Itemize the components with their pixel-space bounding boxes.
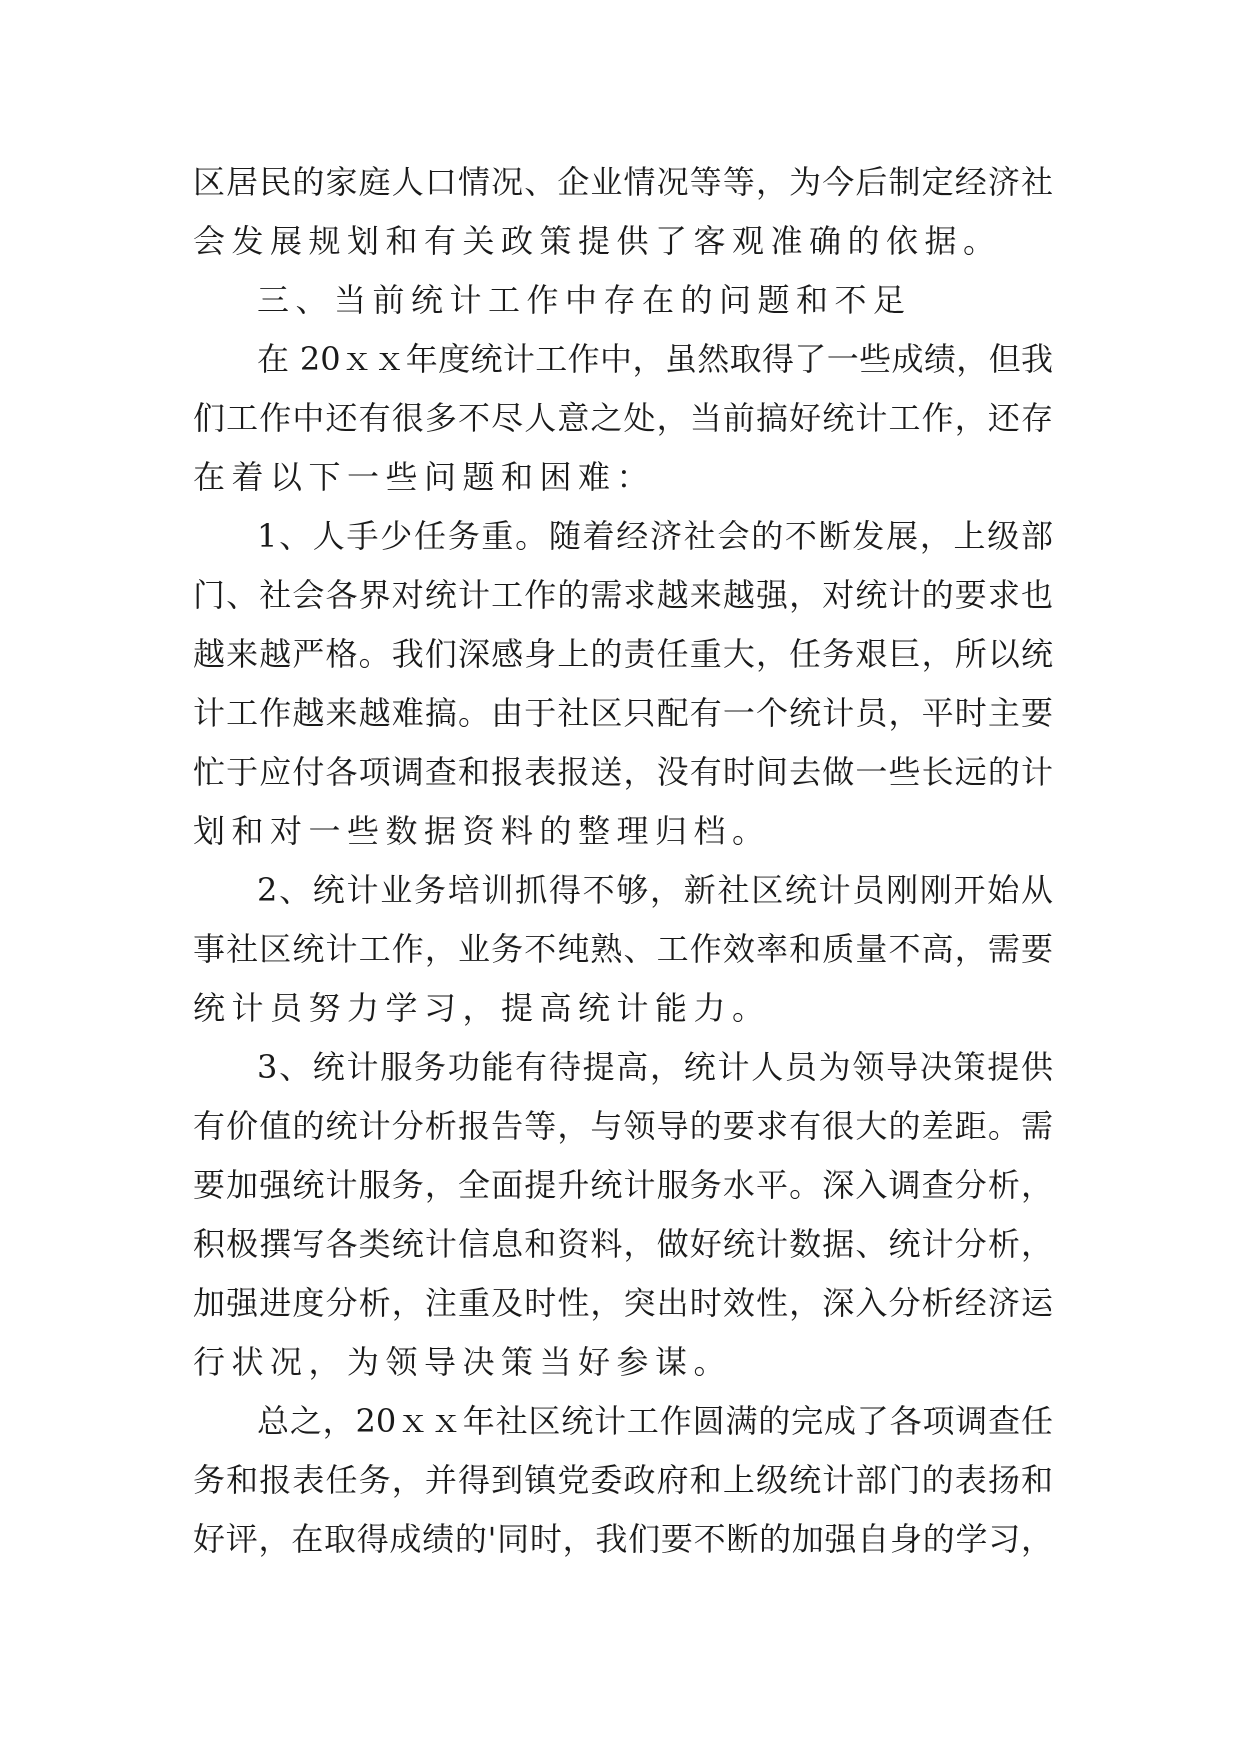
- paragraph-item-2: [193, 861, 1053, 1038]
- text-line: 计工作越来越难搞。由于社区只配有一个统计员，平时主要: [193, 694, 1053, 732]
- text-line: 1、人手少任务重。随着经济社会的不断发展，上级部: [257, 517, 1053, 555]
- text-line: 会发展规划和有关政策提供了客观准确的依据。: [193, 222, 1002, 260]
- text-line: 划和对一些数据资料的整理归档。: [193, 812, 771, 850]
- text-line: 事社区统计工作，业务不纯熟、工作效率和质量不高，需要: [193, 930, 1053, 968]
- text-line: 总之，20ｘｘ年社区统计工作圆满的完成了各项调查任: [257, 1402, 1053, 1440]
- text-line: 门、社会各界对统计工作的需求越来越强，对统计的要求也: [193, 576, 1053, 614]
- text-line: 统计员努力学习，提高统计能力。: [193, 989, 771, 1027]
- paragraph-intro: [193, 330, 1053, 507]
- text-line: 们工作中还有很多不尽人意之处，当前搞好统计工作，还存: [193, 399, 1053, 437]
- paragraph-summary: [193, 1392, 1053, 1569]
- text-line: 要加强统计服务，全面提升统计服务水平。深入调查分析，: [193, 1166, 1053, 1204]
- document-body: [193, 153, 1053, 1569]
- text-line: 区居民的家庭人口情况、企业情况等等，为今后制定经济社: [193, 163, 1053, 201]
- text-line: 在着以下一些问题和困难：: [193, 458, 656, 496]
- paragraph-continuation: [193, 153, 1053, 271]
- text-line: 加强进度分析，注重及时性，突出时效性，深入分析经济运: [193, 1284, 1053, 1322]
- paragraph-item-1: [193, 507, 1053, 861]
- text-line: 忙于应付各项调查和报表报送，没有时间去做一些长远的计: [193, 753, 1053, 791]
- section-heading: [193, 271, 1053, 330]
- text-line: 积极撰写各类统计信息和资料，做好统计数据、统计分析，: [193, 1225, 1053, 1263]
- heading-line: 三、当前统计工作中存在的问题和不足: [257, 281, 912, 319]
- text-line: 越来越严格。我们深感身上的责任重大，任务艰巨，所以统: [193, 635, 1053, 673]
- text-line: 2、统计业务培训抓得不够，新社区统计员刚刚开始从: [257, 871, 1053, 909]
- text-line: 好评，在取得成绩的'同时，我们要不断的加强自身的学习，: [193, 1520, 1053, 1558]
- text-line: 务和报表任务，并得到镇党委政府和上级统计部门的表扬和: [193, 1461, 1053, 1499]
- text-line: 在 20ｘｘ年度统计工作中，虽然取得了一些成绩，但我: [257, 340, 1053, 378]
- text-line: 3、统计服务功能有待提高，统计人员为领导决策提供: [257, 1048, 1053, 1086]
- paragraph-item-3: [193, 1038, 1053, 1392]
- text-line: 有价值的统计分析报告等，与领导的要求有很大的差距。需: [193, 1107, 1053, 1145]
- text-line: 行状况，为领导决策当好参谋。: [193, 1343, 733, 1381]
